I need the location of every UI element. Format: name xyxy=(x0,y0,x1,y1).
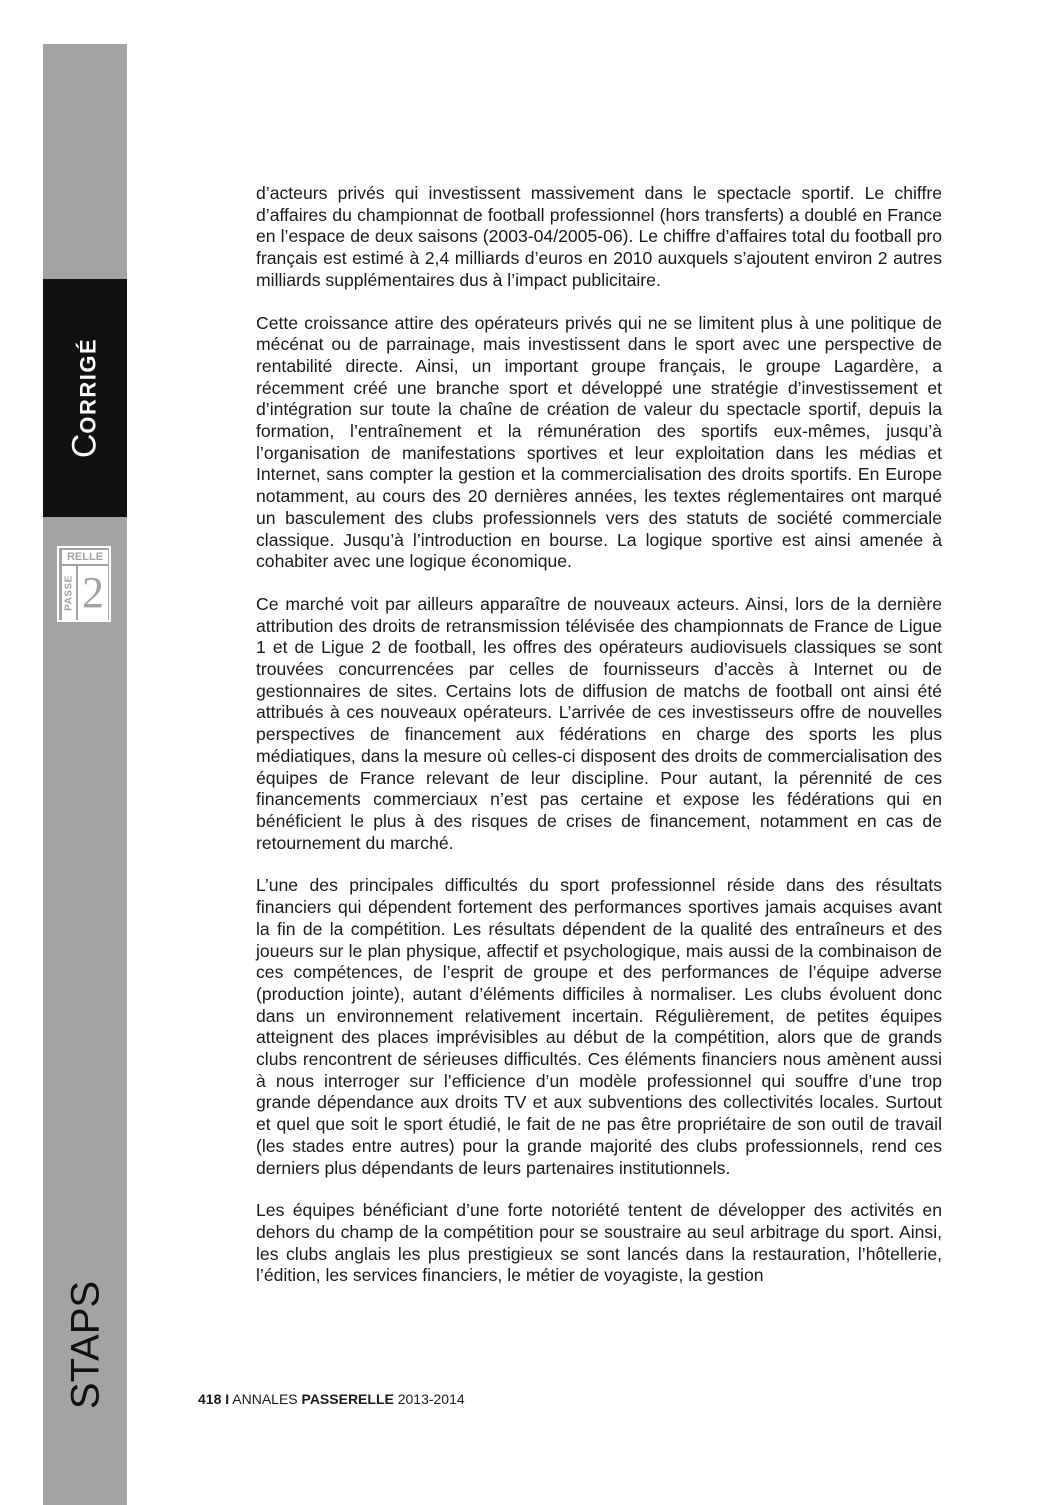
logo-vertical-box xyxy=(62,566,76,620)
corrige-rest: ORRIGÉ xyxy=(75,337,101,434)
paragraph: Ce marché voit par ailleurs apparaître de nouveaux acteurs. Ainsi, lors de la dernière attribution des droits de retransmission télévisée des championnats de France de Ligue 1 et de Ligue 2 de football, les offres des opérateurs audiovisuels classiques se sont trouvées concurrencées par celles de fournisseurs d’accès à Internet ou de gestionnaires de sites. Certains lots de diffusion de matchs de football ont ainsi été attribués à ces nouveaux opérateurs. L’arrivée de ces investisseurs offre de nouvelles perspectives de financement aux fédérations en charge des sports les plus médiatiques, dans la mesure où celles-ci disposent des droits de commercialisation des équipes de France relevant de leur discipline. Pour autant, la pérennité de ces financements commerciaux n’est pas certaine et expose les fédérations qui en bénéficient le plus à des risques de crises de financement, notamment en cas de retournement du marché. xyxy=(256,593,942,853)
footer-brand: PASSERELLE xyxy=(301,1391,394,1407)
footer-separator: I xyxy=(225,1391,230,1407)
footer-annales: ANNALES xyxy=(232,1391,298,1407)
corrige-initial: C xyxy=(65,433,104,459)
page-footer xyxy=(198,1391,465,1407)
paragraph: Cette croissance attire des opérateurs privés qui ne se limitent plus à une politique de mécénat ou de parrainage, mais investissent dans le sport avec une perspective de rentabilité directe. Ainsi, un important groupe français, le groupe Lagardère, a récemment créé une branche sport et développé une stratégie d’investissement et d’intégration sur toute la chaîne de création de valeur du spectacle sportif, depuis la formation, l’entraînement et la rémunération des sportifs eux-mêmes, jusqu’à l’organisation de manifestations sportives et leur exploitation dans les médias et Internet, sans compter la gestion et la commercialisation des droits sportifs. En Europe notamment, au cours des 20 dernières années, les textes réglementaires ont marqué un basculement des clubs professionnels vers des statuts de société commerciale classique. Jusqu’à l’introduction en bourse. La logique sportive est ainsi amenée à cohabiter avec une logique économique. xyxy=(256,312,942,572)
body-text xyxy=(256,183,942,1308)
section-label: STAPS xyxy=(63,1280,108,1410)
logo-top-text: RELLE xyxy=(62,550,108,564)
corrige-label xyxy=(66,338,105,458)
page-number: 418 xyxy=(198,1391,222,1407)
paragraph: L’une des principales difficultés du sport professionnel réside dans des résultats financiers qui dépendent fortement des performances sportives jamais acquises avant la fin de la compétition. Les résultats dépendent de la qualité des entraîneurs et des joueurs sur le plan physique, affectif et psychologique, mais aussi de la combinaison de ces compétences, de l’esprit de groupe et des performances de l’équipe adverse (production jointe), autant d’éléments difficiles à normaliser. Les clubs évoluent donc dans un environnement relativement incertain. Régulièrement, de petites équipes atteignent des places imprévisibles au début de la compétition, alors que de grands clubs rencontrent de sérieuses difficultés. Ces éléments financiers nous amènent aussi à nous interroger sur l’efficience d’un modèle professionnel qui souffre d’une trop grande dépendance aux droits TV et aux subventions des collectivités locales. Surtout et quel que soit le sport étudié, le fait de ne pas être propriétaire de son outil de travail (les stades entre autres) pour la grande majorité des clubs professionnels, rend ces derniers plus dépendants de leurs partenaires institutionnels. xyxy=(256,875,942,1178)
footer-year: 2013-2014 xyxy=(397,1391,465,1407)
paragraph: Les équipes bénéficiant d’une forte notoriété tentent de développer des activités en dehors du champ de la compétition pour se soustraire au seul arbitrage du sport. Ainsi, les clubs anglais les plus prestigieux se sont lancés dans la restauration, l’hôtellerie, l’édition, les services financiers, le métier de voyagiste, la gestion xyxy=(256,1200,942,1286)
logo-vertical-text: PASSE xyxy=(63,575,75,611)
logo-number: 2 xyxy=(78,566,108,620)
paragraph: d’acteurs privés qui investissent massivement dans le spectacle sportif. Le chiffre d’affaires du championnat de football professionnel (hors transferts) a doublé en France en l’espace de deux saisons (2003-04/2005-06). Le chiffre d’affaires total du football pro français est estimé à 2,4 milliards d’euros en 2010 auxquels s’ajoutent environ 2 autres milliards supplémentaires dus à l’impact publicitaire. xyxy=(256,183,942,290)
passerelle-2-logo xyxy=(57,546,111,622)
